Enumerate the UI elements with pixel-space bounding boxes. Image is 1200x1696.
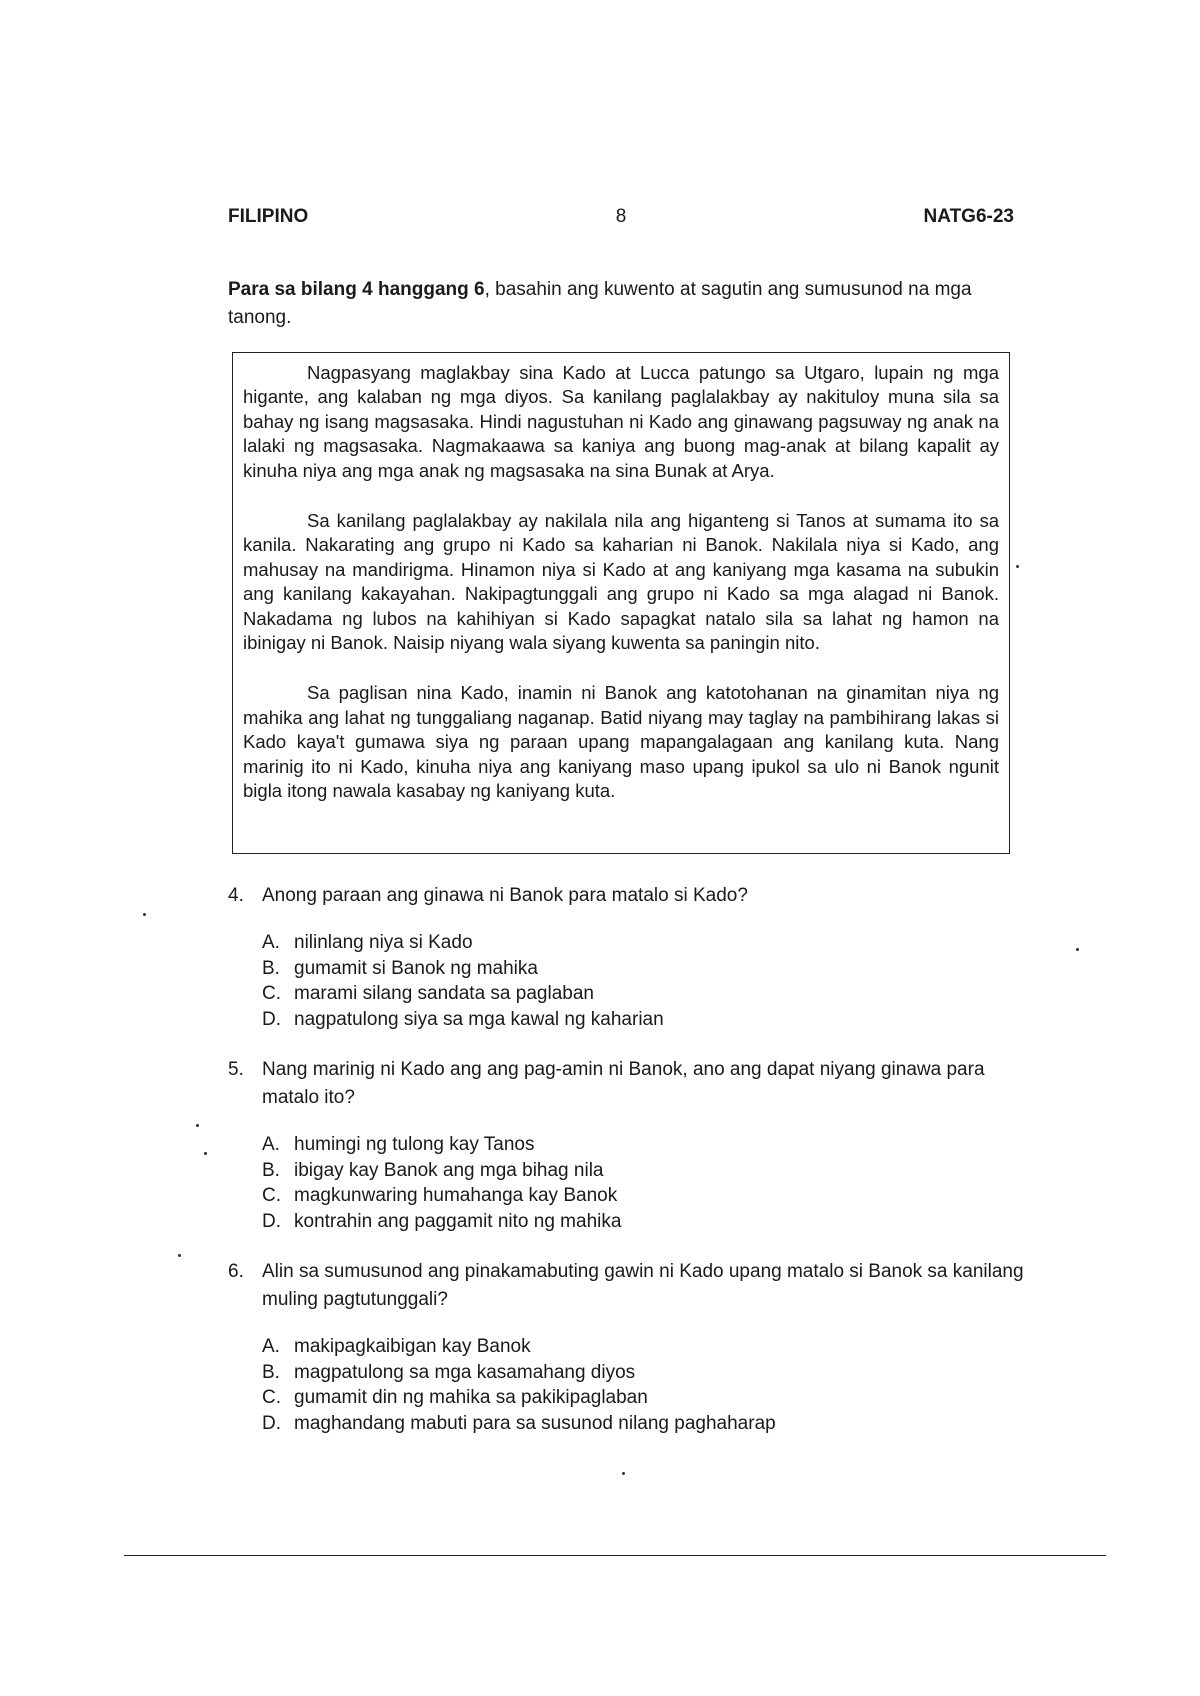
choice-letter: C. — [262, 1185, 281, 1206]
choice-text: magpatulong sa mga kasamahang diyos — [294, 1361, 636, 1383]
choice-letter: D. — [262, 1210, 281, 1232]
page-number: 8 — [615, 206, 627, 227]
choice-letter: B. — [262, 957, 280, 979]
choice-letter: A. — [262, 932, 280, 953]
choice-a — [262, 1132, 1028, 1158]
question-5 — [228, 1056, 1028, 1234]
test-code: NATG6-23 — [923, 206, 1014, 227]
scan-speck — [622, 1472, 625, 1475]
question-text: Alin sa sumusunod ang pinakamabuting gawin ni Kado upang matalo si Banok sa kanilang muling pagtutunggali? — [262, 1261, 1024, 1310]
story-box — [232, 352, 1010, 854]
question-6 — [228, 1258, 1028, 1436]
instructions-rest: , basahin ang kuwento at sagutin ang sumusunod na mga tanong. — [228, 279, 972, 328]
scan-speck — [196, 1124, 199, 1127]
choice-letter: B. — [262, 1361, 280, 1383]
choice-letter: A. — [262, 1134, 280, 1155]
choice-a — [262, 930, 1028, 956]
choice-letter: D. — [262, 1412, 281, 1434]
scan-speck — [1076, 948, 1079, 951]
scan-speck — [204, 1152, 207, 1155]
choice-letter: B. — [262, 1159, 280, 1181]
choice-b — [262, 1360, 1028, 1386]
choice-b — [262, 1158, 1028, 1184]
choice-text: marami silang sandata sa paglaban — [294, 983, 594, 1004]
choice-text: ibigay kay Banok ang mga bihag nila — [294, 1159, 604, 1181]
question-number: 4. — [228, 885, 244, 906]
choice-d — [262, 1411, 1028, 1437]
choice-c — [262, 1183, 1028, 1209]
subject-label: FILIPINO — [228, 206, 309, 227]
choice-list — [262, 1132, 1028, 1234]
question-text: Anong paraan ang ginawa ni Banok para matalo si Kado? — [262, 885, 748, 906]
choice-letter: C. — [262, 1387, 281, 1408]
scan-speck — [178, 1254, 181, 1257]
footer-rule — [124, 1555, 1106, 1556]
choice-list — [262, 1334, 1028, 1436]
choice-text: makipagkaibigan kay Banok — [294, 1336, 531, 1357]
choice-c — [262, 981, 1028, 1007]
choice-text: humingi ng tulong kay Tanos — [294, 1134, 535, 1155]
choice-letter: A. — [262, 1336, 280, 1357]
choice-letter: D. — [262, 1008, 281, 1030]
choice-a — [262, 1334, 1028, 1360]
story-paragraph: Sa kanilang paglalakbay ay nakilala nila ang higanteng si Tanos at sumama ito sa kanila. Nakarating ang grupo ni Kado sa kaharian ni Banok. Nakilala niya si Kado, ang mahusay na mandirigma. Hinamon niya si Kado at ang kaniyang mga kasama na subukin ang kanilang kakayahan. Nakipagtunggali ang grupo ni Kado sa mga alagad ni Banok. Nakadama ng lubos na kahihiyan si Kado sapagkat natalo sila sa lahat ng hamon na ibinigay ni Banok. Naisip niyang wala siyang kuwenta sa paningin nito. — [243, 510, 999, 654]
choice-c — [262, 1385, 1028, 1411]
instructions — [228, 276, 1014, 332]
choice-text: magkunwaring humahanga kay Banok — [294, 1185, 618, 1206]
question-list — [228, 882, 1028, 1460]
choice-list — [262, 930, 1028, 1032]
choice-d — [262, 1209, 1028, 1235]
choice-text: gumamit din ng mahika sa pakikipaglaban — [294, 1387, 648, 1408]
question-text: Nang marinig ni Kado ang ang pag-amin ni Banok, ano ang dapat niyang ginawa para matalo ito? — [262, 1059, 985, 1108]
choice-letter: C. — [262, 983, 281, 1004]
choice-text: maghandang mabuti para sa susunod nilang paghaharap — [294, 1412, 776, 1434]
question-number: 5. — [228, 1059, 244, 1080]
choice-text: nilinlang niya si Kado — [294, 932, 473, 953]
story-paragraph: Nagpasyang maglakbay sina Kado at Lucca patungo sa Utgaro, lupain ng mga higante, ang kalaban ng mga diyos. Sa kanilang paglalakbay ay nakituloy muna sila sa bahay ng isang magsasaka. Hindi nagustuhan ni Kado ang ginawang pagsuway ng anak na lalaki ng magsasaka. Nagmakaawa sa kaniya ang buong mag-anak at bilang kapalit ay kinuha niya ang mga anak ng magsasaka na sina Bunak at Arya. — [243, 362, 999, 481]
choice-text: gumamit si Banok ng mahika — [294, 957, 538, 979]
question-4 — [228, 882, 1028, 1032]
choice-d — [262, 1007, 1028, 1033]
scan-speck — [1016, 565, 1019, 568]
page-header — [228, 206, 1014, 236]
question-number: 6. — [228, 1261, 244, 1282]
choice-text: kontrahin ang paggamit nito ng mahika — [294, 1210, 622, 1232]
choice-b — [262, 956, 1028, 982]
choice-text: nagpatulong siya sa mga kawal ng kaharian — [294, 1008, 664, 1030]
scan-speck — [143, 913, 146, 916]
story-paragraph: Sa paglisan nina Kado, inamin ni Banok ang katotohanan na ginamitan niya ng mahika ang lahat ng tunggaliang naganap. Batid niyang may taglay na pambihirang lakas si Kado kaya't gumawa siya ng paraan upang mapangalagaan ang kanilang kuta. Nang marinig ito ni Kado, kinuha niya ang kaniyang maso upang ipukol sa ulo ni Banok ngunit bigla itong nawala kasabay ng kaniyang kuta. — [243, 682, 999, 802]
instructions-bold: Para sa bilang 4 hanggang 6 — [228, 279, 485, 300]
